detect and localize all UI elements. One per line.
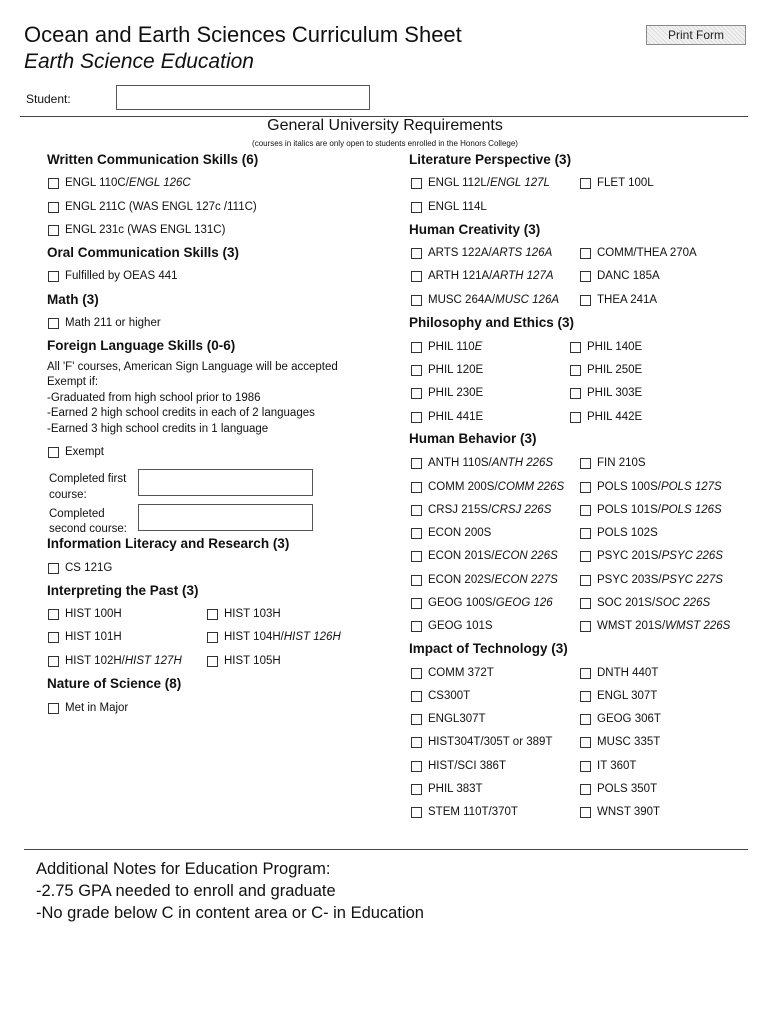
- checkbox-item[interactable]: DANC 185A: [580, 270, 660, 282]
- checkbox[interactable]: [580, 271, 591, 282]
- heading-math: Math (3): [47, 292, 99, 307]
- checkbox[interactable]: [411, 598, 422, 609]
- checkbox[interactable]: [411, 714, 422, 725]
- completed-first-label: course:: [49, 489, 87, 501]
- student-name-input[interactable]: [116, 85, 370, 110]
- checkbox[interactable]: [207, 656, 218, 667]
- checkbox-item[interactable]: PHIL 383T: [411, 783, 483, 795]
- checkbox-item[interactable]: PHIL 250E: [570, 364, 642, 376]
- checkbox[interactable]: [580, 621, 591, 632]
- foreign-note-line: -Graduated from high school prior to 1986: [47, 392, 261, 404]
- heading-interpreting-past: Interpreting the Past (3): [47, 583, 199, 598]
- checkbox[interactable]: [580, 714, 591, 725]
- checkbox[interactable]: [580, 505, 591, 516]
- honors-note: (courses in italics are only open to students enrolled in the Honors College): [252, 139, 518, 148]
- checkbox[interactable]: [411, 784, 422, 795]
- checkbox-item[interactable]: ENGL307T: [411, 713, 486, 725]
- checkbox[interactable]: [580, 551, 591, 562]
- heading-written-communication: Written Communication Skills (6): [47, 152, 259, 167]
- page-subtitle: Earth Science Education: [24, 50, 254, 73]
- checkbox-item[interactable]: PHIL 442E: [570, 411, 642, 423]
- checkbox-item[interactable]: ECON 202S/ ECON 227S: [411, 574, 558, 586]
- checkbox-item[interactable]: ECON 200S: [411, 527, 491, 539]
- heading-human-behavior: Human Behavior (3): [409, 431, 537, 446]
- checkbox-item[interactable]: COMM 372T: [411, 667, 494, 679]
- notes-line: -No grade below C in content area or C- in Education: [36, 904, 424, 922]
- checkbox[interactable]: [48, 225, 59, 236]
- checkbox[interactable]: [580, 691, 591, 702]
- checkbox[interactable]: [570, 342, 581, 353]
- checkbox[interactable]: [570, 412, 581, 423]
- gen-requirements-title: General University Requirements: [267, 117, 503, 134]
- checkbox[interactable]: [411, 412, 422, 423]
- checkbox[interactable]: [411, 528, 422, 539]
- checkbox[interactable]: [580, 528, 591, 539]
- checkbox-item[interactable]: SOC 201S/ SOC 226S: [580, 597, 710, 609]
- checkbox-item[interactable]: PSYC 203S/ PSYC 227S: [580, 574, 723, 586]
- checkbox-item[interactable]: HIST 104H/ HIST 126H: [207, 631, 341, 643]
- checkbox-item[interactable]: HIST 100H: [48, 608, 122, 620]
- checkbox[interactable]: [411, 248, 422, 259]
- checkbox-item[interactable]: ENGL 110C/ ENGL 126C: [48, 177, 191, 189]
- print-form-button[interactable]: Print Form: [646, 25, 746, 45]
- heading-human-creativity: Human Creativity (3): [409, 222, 541, 237]
- checkbox-item[interactable]: Math 211 or higher: [48, 317, 161, 329]
- checkbox[interactable]: [580, 248, 591, 259]
- checkbox[interactable]: [411, 202, 422, 213]
- checkbox-item[interactable]: PSYC 201S/ PSYC 226S: [580, 550, 723, 562]
- checkbox[interactable]: [411, 505, 422, 516]
- checkbox[interactable]: [411, 295, 422, 306]
- checkbox-item[interactable]: COMM/THEA 270A: [580, 247, 697, 259]
- checkbox-item[interactable]: WNST 390T: [580, 806, 660, 818]
- heading-nature-of-science: Nature of Science (8): [47, 676, 182, 691]
- checkbox-item[interactable]: HIST/SCI 386T: [411, 760, 506, 772]
- checkbox[interactable]: [48, 271, 59, 282]
- checkbox-item[interactable]: POLS 100S/ POLS 127S: [580, 481, 722, 493]
- checkbox[interactable]: [411, 621, 422, 632]
- checkbox-item[interactable]: ENGL 231c (WAS ENGL 131C): [48, 224, 225, 236]
- checkbox[interactable]: [411, 668, 422, 679]
- checkbox[interactable]: [411, 271, 422, 282]
- checkbox[interactable]: [48, 656, 59, 667]
- checkbox[interactable]: [48, 703, 59, 714]
- checkbox-item[interactable]: PHIL 120E: [411, 364, 483, 376]
- checkbox-item[interactable]: ARTS 122A/ ARTS 126A: [411, 247, 552, 259]
- checkbox[interactable]: [580, 737, 591, 748]
- heading-impact-technology: Impact of Technology (3): [409, 641, 568, 656]
- checkbox[interactable]: [411, 737, 422, 748]
- checkbox-item[interactable]: MUSC 335T: [580, 736, 660, 748]
- checkbox-item[interactable]: POLS 350T: [580, 783, 657, 795]
- heading-foreign-language: Foreign Language Skills (0-6): [47, 338, 236, 353]
- checkbox-item[interactable]: GEOG 100S/ GEOG 126: [411, 597, 553, 609]
- checkbox[interactable]: [48, 632, 59, 643]
- heading-oral-communication: Oral Communication Skills (3): [47, 245, 240, 260]
- checkbox-item[interactable]: COMM 200S/ COMM 226S: [411, 481, 564, 493]
- notes-title: Additional Notes for Education Program:: [36, 860, 331, 878]
- checkbox-item[interactable]: PHIL 110 E: [411, 341, 482, 353]
- checkbox-item[interactable]: ARTH 121A/ ARTH 127A: [411, 270, 554, 282]
- checkbox[interactable]: [580, 598, 591, 609]
- checkbox-item[interactable]: HIST 101H: [48, 631, 122, 643]
- checkbox[interactable]: [411, 365, 422, 376]
- student-label: Student:: [26, 92, 71, 106]
- checkbox[interactable]: [48, 178, 59, 189]
- checkbox[interactable]: [580, 807, 591, 818]
- checkbox-item[interactable]: HIST304T/305T or 389T: [411, 736, 552, 748]
- completed-first-course-input[interactable]: [138, 469, 313, 496]
- heading-information-literacy: Information Literacy and Research (3): [47, 536, 290, 551]
- checkbox[interactable]: [411, 807, 422, 818]
- foreign-note-line: Exempt if:: [47, 376, 99, 388]
- checkbox[interactable]: [411, 482, 422, 493]
- completed-first-label: Completed first: [49, 473, 127, 485]
- checkbox-item[interactable]: PHIL 230E: [411, 387, 483, 399]
- heading-literature-perspective: Literature Perspective (3): [409, 152, 572, 167]
- checkbox[interactable]: [580, 295, 591, 306]
- page-title: Ocean and Earth Sciences Curriculum Sheet: [24, 22, 462, 47]
- checkbox-item[interactable]: HIST 102H/ HIST 127H: [48, 655, 182, 667]
- checkbox[interactable]: [48, 563, 59, 574]
- checkbox-item[interactable]: CS 121G: [48, 562, 112, 574]
- checkbox[interactable]: [48, 202, 59, 213]
- checkbox-item[interactable]: ECON 201S/ ECON 226S: [411, 550, 558, 562]
- checkbox-item[interactable]: FLET 100L: [580, 177, 654, 189]
- checkbox-item[interactable]: MUSC 264A/ MUSC 126A: [411, 294, 559, 306]
- checkbox[interactable]: [580, 482, 591, 493]
- foreign-note-line: All 'F' courses, American Sign Language will be accepted: [47, 361, 338, 373]
- notes-divider: [24, 849, 748, 850]
- checkbox[interactable]: [570, 388, 581, 399]
- checkbox[interactable]: [411, 342, 422, 353]
- checkbox[interactable]: [411, 458, 422, 469]
- checkbox-item[interactable]: Fulfilled by OEAS 441: [48, 270, 178, 282]
- completed-second-label: second course:: [49, 523, 127, 535]
- checkbox[interactable]: [570, 365, 581, 376]
- checkbox-item[interactable]: ANTH 110S/ ANTH 226S: [411, 457, 553, 469]
- checkbox-item[interactable]: ENGL 307T: [580, 690, 657, 702]
- checkbox-item[interactable]: PHIL 441E: [411, 411, 483, 423]
- checkbox-item[interactable]: WMST 201S/ WMST 226S: [580, 620, 730, 632]
- checkbox-item[interactable]: POLS 101S/ POLS 126S: [580, 504, 722, 516]
- checkbox-item[interactable]: DNTH 440T: [580, 667, 658, 679]
- checkbox[interactable]: [48, 609, 59, 620]
- checkbox-item[interactable]: STEM 110T/370T: [411, 806, 518, 818]
- checkbox[interactable]: [411, 575, 422, 586]
- checkbox-item[interactable]: CRSJ 215S/ CRSJ 226S: [411, 504, 551, 516]
- completed-second-label: Completed: [49, 508, 105, 520]
- checkbox-item[interactable]: ENGL 211C (WAS ENGL 127c /111C): [48, 201, 257, 213]
- checkbox[interactable]: [580, 784, 591, 795]
- checkbox[interactable]: [580, 575, 591, 586]
- checkbox-item[interactable]: GEOG 101S: [411, 620, 493, 632]
- checkbox-item[interactable]: HIST 105H: [207, 655, 281, 667]
- checkbox-item[interactable]: GEOG 306T: [580, 713, 661, 725]
- checkbox[interactable]: [411, 691, 422, 702]
- checkbox-item[interactable]: ENGL 112L/ ENGL 127L: [411, 177, 550, 189]
- foreign-note-line: -Earned 2 high school credits in each of 2 languages: [47, 407, 315, 419]
- checkbox[interactable]: [411, 551, 422, 562]
- checkbox[interactable]: [411, 388, 422, 399]
- completed-second-course-input[interactable]: [138, 504, 313, 531]
- foreign-note-line: -Earned 3 high school credits in 1 language: [47, 423, 269, 435]
- checkbox-item[interactable]: HIST 103H: [207, 608, 281, 620]
- checkbox-item-exempt[interactable]: Exempt: [48, 446, 104, 458]
- checkbox-item[interactable]: POLS 102S: [580, 527, 658, 539]
- checkbox-item[interactable]: PHIL 303E: [570, 387, 642, 399]
- checkbox-item[interactable]: FIN 210S: [580, 457, 646, 469]
- checkbox[interactable]: [580, 668, 591, 679]
- checkbox[interactable]: [411, 178, 422, 189]
- checkbox-item[interactable]: PHIL 140E: [570, 341, 642, 353]
- heading-philosophy-ethics: Philosophy and Ethics (3): [409, 315, 575, 330]
- checkbox[interactable]: [411, 761, 422, 772]
- checkbox[interactable]: [48, 447, 59, 458]
- checkbox-item[interactable]: ENGL 114L: [411, 201, 487, 213]
- checkbox[interactable]: [207, 632, 218, 643]
- checkbox[interactable]: [580, 761, 591, 772]
- checkbox-item[interactable]: IT 360T: [580, 760, 636, 772]
- checkbox[interactable]: [580, 178, 591, 189]
- checkbox-item[interactable]: CS300T: [411, 690, 470, 702]
- checkbox[interactable]: [580, 458, 591, 469]
- checkbox-item[interactable]: THEA 241A: [580, 294, 657, 306]
- checkbox[interactable]: [207, 609, 218, 620]
- notes-line: -2.75 GPA needed to enroll and graduate: [36, 882, 336, 900]
- checkbox[interactable]: [48, 318, 59, 329]
- checkbox-item[interactable]: Met in Major: [48, 702, 128, 714]
